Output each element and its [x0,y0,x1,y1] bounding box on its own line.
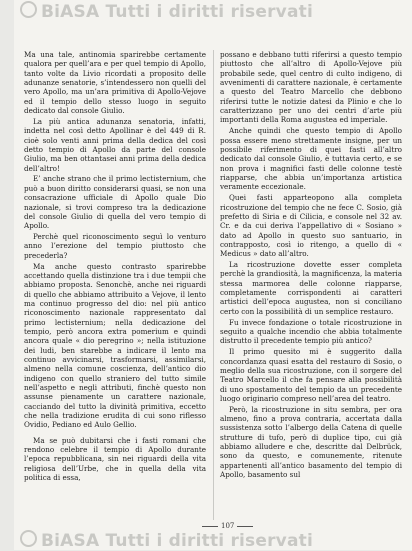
document-page [14,0,412,550]
right-column [220,50,402,481]
page-number: 107 [199,522,256,530]
paragraph: Anche quindi che questo tempio di Apollo possa essere meno strettamente insigne, per un possibile riferimento di quei fasti all’altro dedicato dal console Giulio, è tuttavia certo, e se non prova i magnifici fasti delle colonne testè riapparse, che abbia un’importanza artistica veramente eccezionale. [220,126,402,192]
watermark-top [20,1,313,22]
paragraph: La ricostruzione dovette esser completa perchè la grandiosità, la magnificenza, la materia stessa marmorea delle colonne riapparse, completamente corrispondenti ai caratteri artistici dell’epoca augustea, non si conciliano certo con la possibilità di un semplice restauro. [220,260,402,316]
watermark-text: BiASA Tutti i diritti riservati [41,2,313,22]
paragraph: Il primo quesito mi è suggerito dalla concordanza quasi esatta del restauro di Sosio, o meglio della sua ricostruzione, con il sorgere del Teatro Marcello il che fa pensare alla possibilità di uno spostamento del tempio da un precedente luogo originario compreso nell’area del teatro. [220,347,402,403]
biasa-logo-icon [20,530,37,547]
paragraph: Quei fasti apparteopono alla completa ricostruzione del tempio che ne fece C. Sosio, già prefetto di Siria e di Cilicia, e console nel 32 av. Cr. e da cui deriva l’appellativo di « Sosiano » dato ad Apollo in questo suo santuario, in contrapposto, così io ritengo, a quello di « Medicus » dato all’altro. [220,193,402,259]
watermark-text: BiASA Tutti i diritti riservati [41,531,313,551]
paragraph: possano e debbano tutti riferirsi a questo tempio piuttosto che all’altro di Apollo-Vejove più probabile sede, quel centro di culto indigeno, di avvenimenti di carattere nazionale, è certamente a questo del Teatro Marcello che debbono riferirsi tutte le notizie datesi da Plinio e che lo caratterizzano per uno dei centri d’arte più importanti della Roma augustea ed imperiale. [220,50,402,125]
paragraph: Ma una tale, antinomia sparirebbe certamente qualora per quell’ara e per quel tempio di Apollo, tanto volte da Livio ricordati a proposito delle adunanze senatorie, s’intendessero non quelli del vero Apollo, ma un’ara primitiva di Apollo-Vejove ed il tempio dello stesso luogo in seguito dedicato dal console Giulio. [24,50,206,116]
left-column [24,50,206,484]
column-divider [213,50,214,520]
paragraph: Perchè quel riconoscimento seguì lo venturo anno l’erezione del tempio piuttosto che precederla? [24,232,206,260]
paragraph: Però, la ricostruzione in situ sembra, per ora almeno, fino a prova contraria, accertata dalla sussistenza sotto l’albergo della Catena di quelle strutture di tufo, però di duplice tipo, cui già abbiamo alludere e che, descritte dal Delbrück, sono da questo, e comunemente, ritenute appartenenti all’antico basamento del tempio di Apollo, basamento sul [220,404,402,480]
paragraph: Ma se può dubitarsi che i fasti romani che rendono celebre il tempio di Apollo durante l’epoca repubblicana, sin nei riguardi della vita religiosa dell’Urbe, che in quella della vita politica di essa, [24,435,206,483]
paragraph: La più antica adunanza senatoria, infatti, indetta nel così detto Apollinar è del 449 di R. cioè solo venti anni prima della dedica del così detto tempio di Apollo da parte del console Giulio, ma ben ottantasei anni prima della dedica dell’altro! [24,116,206,173]
paragraph: E’ anche strano che il primo lectisternium, che può a buon diritto considerarsi quasi, se non una consacrazione ufficiale di Apollo quale Dio nazionale, si trovi compreso tra la dedicazione del console Giulio di quella del vero tempio di Apollo. [24,174,206,231]
paragraph: Ma anche questo contrasto sparirebbe accettando quella distinzione tra i due tempii che abbiamo proposta. Senonchè, anche nei riguardi di quello che abbiamo attribuito a Vejove, il lento ma continuo progresso del dio: nel più antico riconoscimento nazionale rappresentato dal primo lectisternium; nella dedicazione del tempio, però ancora extra pomerium e quindi ancora quale « dio peregrino »; nella istituzione dei ludi, ben starebbe a indicare il lento ma continuo avvicinarsi, trasformarsi, assimilarsi, almeno nella comune coscienza, dell’antico dio indigeno con quello straniero del tutto simile nell’aspetto e negli attributi, finchè questo non assunse pienamente un carattere nazionale, cacciando del tutto la divinità primitiva, eccetto che nella tradizione erudita di cui sono riflesso Ovidio, Pediano ed Aulo Gellio. [24,261,206,430]
watermark-bottom [20,530,313,551]
biasa-logo-icon [20,1,37,18]
paragraph: Fu invece fondazione o totale ricostruzione in seguito a qualche incendio che abbia totalmente distrutto il precedente tempio più antico? [220,317,402,346]
